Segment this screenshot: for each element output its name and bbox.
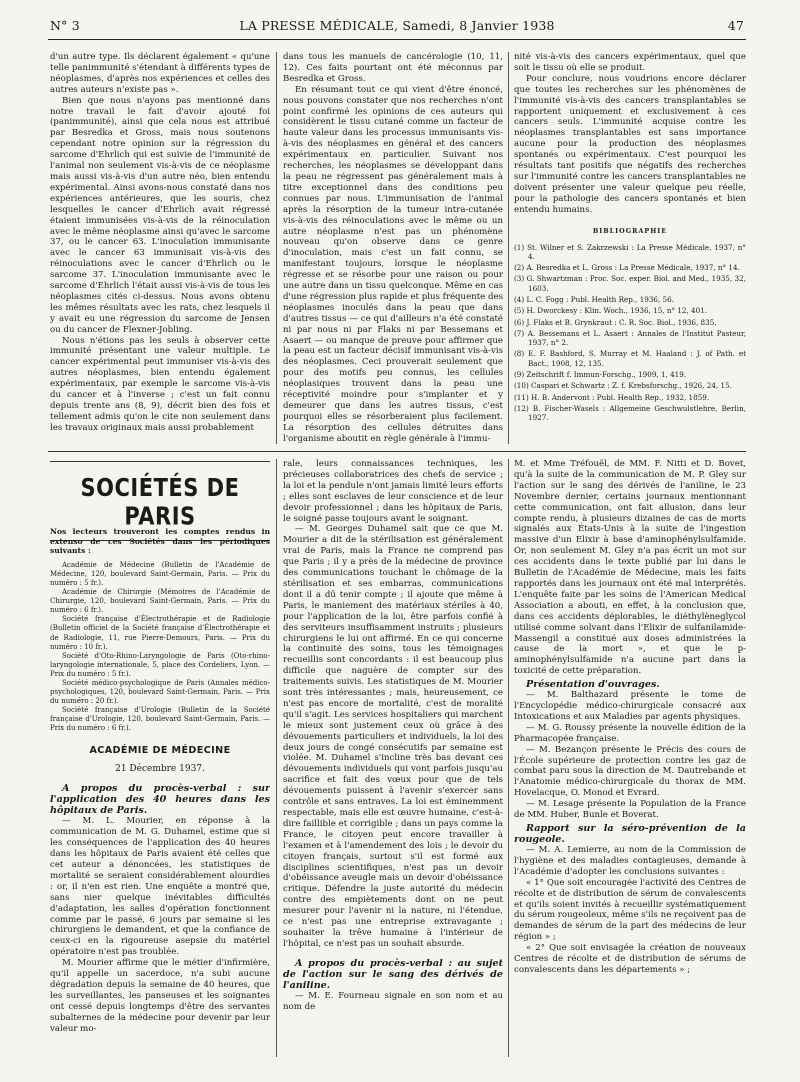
bibliography-item: (11) H. B. Andervont : Publ. Health Rep., 1932, 1859.: [514, 392, 710, 402]
column-rule: [276, 52, 277, 444]
paragraph: dans tous les manuels de cancérologie (10, 11, 12). Ces faits pourtant ont été méconnus par Besredka et Gross.: [283, 52, 503, 84]
academie-subhead: A propos du procès-verbal : sur l'application des 40 heures dans les hôpitaux de Paris.: [50, 783, 270, 817]
society-entry: Société médico-psychologique de Paris (Annales médico-psychologiques, 120, boulevard Saint-Germain, Paris. — Prix du numéro : 20 fr.).: [50, 679, 270, 706]
paragraph: — M. Georges Duhamel sait que ce que M. Mourier a dit de la stérilisation est généralement vrai de Paris, mais la France ne comprend pas que Paris ; il y a près de la médecine de province des communications touchant le chômage de la stérilisation et ses embarras, communications dont il a dû tenir compte ; il ajoute que même à Paris, le maniement des matériaux stériles à 40, pour l'application de la loi, être parfois confié à des serviteurs insuffisamment instruits ; plusieurs chirurgiens le lui ont affirmé. En ce qui concerne la continuité des soins, tous les témoignages recueillis sont concordants : il est beaucoup plus difficile que naguère de compter sur des traitements suivis. Les statistiques de M. Mourier sont très intéressantes ; mais, heureusement, ce n'est pas encore de mortalité, c'est de moralité qu'il s'agit. Les services hospitaliers qui marchent le mieux sont justement ceux où grâce à des dévouements particuliers et individuels, la loi des deux jours de congé consécutifs par semaine est violée. M. Duhamel s'incline très bas devant ces dévouements individuels qui vont parfois jusqu'au sacrifice et fait des vœux pour que de tels dévouements puissent à l'avenir s'exercer sans contrôle et sans entraves. La loi est éminemment respectable, mais elle est œuvre humaine, c'est-à-dire faillible et corrigible ; dans un pays comme la France, le citoyen peut encore travailler à l'examen et à l'amendement des lois ; le devoir du citoyen français, surtout s'il est formé aux disciplines scientifiques, n'est pas un devoir d'obéissance aveugle mais un devoir d'obéissance critique. Défendre la juste autorité du médecin contre des empiètements dont on ne peut mesurer pour l'avenir ni la nature, ni l'étendue, ce n'est pas une entreprise extravagante ; souhaiter la trêve humaine à l'intérieur de l'hôpital, ce n'est pas un souhait absurde.: [283, 524, 503, 949]
article-column-1: [50, 52, 270, 447]
bibliography-item: (6) J. Flaks et B. Grynkraut : C. R. Soc. Biol., 1936, 835.: [514, 317, 717, 327]
paragraph: Nous n'étions pas les seuls à observer cette immunité présentant une valeur multiple. Le cancer expérimental peut immuniser vis-à-vis des autres néoplasmes, bien entendu également expérimentaux, par exemple le sarcome vis-à-vis du cancer et à l'inverse ; c'est un fait connu depuis trente ans (8, 9), décrit bien des fois et tellement admis qu'on le cite non seulement dans les travaux originaux mais aussi probablement: [50, 335, 270, 433]
section-rule: [48, 451, 746, 452]
column-rule: [508, 52, 509, 444]
column-rule: [276, 459, 277, 1057]
society-entry: Académie de Médecine (Bulletin de l'Académie de Médecine, 120, boulevard Saint-Germain, Paris. — Prix du numéro : 5 fr.).: [50, 560, 270, 587]
aniline-subhead: A propos du procès-verbal : au sujet de l'action sur le sang des dérivés de l'aniline.: [283, 957, 503, 991]
paragraph: — M. A. Lemierre, au nom de la Commission de l'hygiène et des maladies contagieuses, demande à l'Académie d'adopter les conclusions suivantes :: [514, 845, 746, 877]
society-entry: Société d'Oto-Rhino-Laryngologie de Paris (Oto-rhino-laryngologie internationale, 5, place des Cordeliers, Lyon. — Prix du numéro : 5 fr.).: [50, 651, 270, 678]
paragraph: Bien que nous n'ayons pas mentionné dans notre travail le fait d'avoir ajouté foi (panimmunité), ainsi que cela nous est attribué par Besredka et Gross, mais nous soutenons cependant notre opinion sur la régression du sarcome d'Ehrlich qui est suivie de l'immunité de l'animal non seulement vis-à-vis de ce néoplasme mais aussi vis-à-vis d'un autre néo, bien entendu expérimental. Ainsi avons-nous constaté dans nos expériences antérieures, que les souris, chez lesquelles le cancer d'Ehrlich avait régressé étaient immunisées vis-à-vis de la réinoculation avec le même néoplasme ainsi qu'avec le sarcome 37, ou le cancer 63. L'inoculation immunisante avec le cancer 63 immunisait vis-à-vis des réinoculations avec le cancer d'Ehrlich ou le sarcome 37. L'inoculation immunisante avec le sarcome d'Ehrlich l'était aussi vis-à-vis de tous les néoplasmes cités ci-dessus. Nous avons obtenu les mêmes résultats avec les rats, chez lesquels il y avait eu une régression du sarcome de Jensen ou du cancer de Flexner-Jobling.: [50, 95, 270, 335]
bibliography-item: (1) St. Wilner et S. Zakrzewski : La Presse Médicale, 1937, n° 4.: [514, 242, 746, 261]
article-column-2: [283, 52, 503, 447]
bibliography-item: (12) B. Fischer-Wasels : Allgemeine Geschwulstlehre, Berlin, 1927.: [514, 403, 746, 423]
paragraph: — M. G. Roussy présente la nouvelle édition de la Pharmacopée française.: [514, 722, 746, 744]
bibliography-item: (7) A. Bessemans et L. Asaert : Annales de l'Institut Pasteur, 1937, n° 2.: [514, 328, 746, 348]
bibliography-title: BIBLIOGRAPHIE: [592, 226, 668, 235]
paragraph: « 1° Que soit encouragée l'activité des Centres de récolte et de distribution de sérum de convalescents et qu'ils soient invités à recueillir systématiquement du sérum rougeoleux, même s'ils ne reçoivent pas de demandes de sérum de la part des médecins de leur région » ;: [514, 877, 746, 943]
journal-title: LA PRESSE MÉDICALE, Samedi, 8 Janvier 1938: [239, 18, 555, 33]
paragraph: Pour conclure, nous voudrions encore déclarer que toutes les recherches sur les phénomènes de l'immunité vis-à-vis des cancers transplantables se rapportent uniquement et exclusivement à ces cancers seuls. L'immunité acquise contre les néoplasmes transplantables est sans importance aucune pour la production des néoplasmes spontanés ou expérimentaux. C'est pourquoi les résultats tant positifs que négatifs des recherches sur l'immunité contre les cancers transplantables ne doivent présenter une valeur quelque peu réelle, pour la pathologie des cancers spontanés et bien entendu humains.: [514, 73, 746, 215]
paragraph: En résumant tout ce qui vient d'être énoncé, nous pouvons constater que nos recherches n'ont point confirmé les opinions de ces auteurs qui considèrent le tissu cutané comme un facteur de haute valeur dans les processus immunisants vis-à-vis des néoplasmes en général et des cancers expérimentaux en particulier. Suivant nos recherches, les néoplasmes se développant dans la peau ne régressent pas généralement mais à titre exceptionnel dans des conditions peu connues par nous. L'immunisation de l'animal après la résorption de la tumeur intra-cutanée vis-à-vis des réinoculations avec le même ou un autre néoplasme n'est pas un phénomène nouveau qu'on observe dans ce genre d'inoculation, mais c'est un fait connu, se manifestant toujours, lorsque le néoplasme régresse et se résorbe pour une raison ou pour une autre dans un tissu quelconque. Même en cas d'une régression plus rapide et plus fréquente des néoplasmes inoculés dans la peau que dans d'autres tissus — ce qui d'ailleurs n'a été constaté ni par nous ni par Flaks ni par Bessemans et Asaert — ou manque de preuve pour affirmer que la peau est un facteur décisif immunisant vis-à-vis des néoplasmes. Ceci prouverait seulement que pour des motifs peu connus, les cellules néoplasiques trouvent dans la peau une réceptivité moindre pour s'implanter et y demeurer que dans les autres tissus, c'est pourquoi elles se résorberaient plus facilement. La résorption des cellules détruites dans l'organisme aboutit en règle générale à l'immu-: [283, 84, 503, 444]
rapport-title: Rapport sur la séro-prévention de la rougeole.: [514, 823, 746, 845]
societies-notice: Nos lecteurs trouveront les comptes rendus in extenso de ces Sociétés dans les périodiques suivants :: [50, 527, 270, 556]
paragraph: — M. Bezançon présente le Précis des cours de l'École supérieure de protection contre les gaz de combat paru sous la direction de M. Dautrebande et l'Anatomie médico-chirurgicale du thorax de MM. Hovelacque, O. Monod et Evrard.: [514, 744, 746, 799]
society-entry: Académie de Chirurgie (Mémoires de l'Académie de Chirurgie, 120, boulevard Saint-Germain, Paris. — Prix du numéro : 6 fr.).: [50, 588, 270, 615]
paragraph: M. Mourier affirme que le métier d'infirmière, qu'il appelle un sacerdoce, n'a subi aucune dégradation depuis la semaine de 40 heures, que les surveillantes, les panseuses et les soignantes ont cessé depuis longtemps d'être des servantes subalternes de la médecine pour devenir par leur valeur mo-: [50, 958, 270, 1034]
bibliography-item: (8) E. F. Bashford, S. Murray et M. Haaland : J. of Path. et Bact., 1908, 12, 135.: [514, 349, 746, 368]
presentations-title: Présentation d'ouvrages.: [526, 679, 660, 691]
bibliography-item: (4) L. C. Fogg : Publ. Health Rep., 1936, 56.: [514, 294, 674, 304]
bibliography-item: (5) H. Dworckesy : Klin. Woch., 1936, 15, n° 12, 401.: [514, 306, 708, 316]
society-entry: Société française d'Électrothérapie et de Radiologie (Bulletin officiel de la Société française d'Électrothérapie et de Radiologie, 11, rue Pierre-Demours, Paris. — Prix du numéro : 10 fr.).: [50, 615, 270, 651]
column-rule: [508, 459, 509, 1057]
heading-rule: [50, 461, 270, 462]
issue-number: N° 3: [50, 18, 80, 33]
paragraph: M. et Mme Tréfouël, de MM. F. Nitti et D. Bovet, qu'à la suite de la communication de M. P. Gley sur l'action sur le sang des dérivés de l'aniline, le 23 Novembre dernier, certains journaux mentionnant cette communication, ont fait allusion, dans leur compte rendu, à plusieurs dizaines de cas de morts signalés aux États-Unis à la suite de l'ingestion massive d'un Elixir à base d'aminophénylsulfamide. Or, non seulement M. Gley n'a pas écrit un mot sur ces accidents dans le texte publié par lui dans le Bulletin de l'Académie de Médecine, mais les faits rapportés dans les journaux ont été mal interprétés. L'enquête faite par les soins de l'American Medical Association a abouti, en effet, à la conclusion que, dans ces accidents déplorables, le diéthylèneglycol utilisé comme solvant dans l'Elixir de sulfanilamide-Massengil a constitué aux doses administrées la cause de la mort », et que le p-aminophénylsulfamide n'a aucune part dans la toxicité de cette préparation.: [514, 459, 746, 677]
paragraph: — M. E. Fourneau signale en son nom et au nom de: [283, 990, 503, 1012]
societies-heading: SOCIÉTÉS DE PARIS: [80, 473, 240, 531]
paragraph: — M. Lesage présente la Population de la France de MM. Huber, Bunle et Boverat.: [514, 799, 746, 821]
academie-column-2: [283, 459, 503, 1059]
society-entry: Société française d'Urologie (Bulletin de la Société française d'Urologie, 120, boulevard Saint-Germain, Paris. — Prix du numéro : 6 fr.).: [50, 706, 270, 733]
paragraph: nité vis-à-vis des cancers expérimentaux, quel que soit le tissu où elle se produit.: [514, 52, 746, 73]
session-date: 21 Décembre 1937.: [115, 764, 205, 775]
page-header: [50, 18, 744, 36]
paragraph: — M. L. Mourier, en réponse à la communication de M. G. Duhamel, estime que si les conséquences de l'application des 40 heures dans les hôpitaux de Paris avaient été celles que cet auteur a dénoncées, les statistiques de mortalité se seraient considérablement alourdies : or, il n'en est rien. Une enquête a montré que, sans nier quelque inévitables difficultés d'adaptation, les salles d'opération fonctionnent comme par le passé, 6 jours par semaine si les chirurgiens le demandent, et que la confiance de ceux-ci en la rigoureuse asepsie du matériel opératoire n'est pas troublée.: [50, 816, 270, 958]
paragraph: — M. Balthazard présente le tome de l'Encyclopédie médico-chirurgicale consacré aux Intoxications et aux Maladies par agents physiques.: [514, 690, 746, 722]
bibliography-item: (10) Caspari et Schwartz : Z. f. Krebsforschg., 1926, 24, 15.: [514, 381, 732, 391]
article-column-3: [514, 52, 746, 447]
header-rule: [48, 39, 746, 40]
academie-column-3: [514, 459, 746, 1059]
bibliography-list: [514, 243, 746, 423]
paragraph: d'un autre type. Ils déclarent également « qu'une telle panimmunité s'étendant à différents types de néoplasmes, d'après nos expériences et celles des autres auteurs n'existe pas ».: [50, 52, 270, 95]
societies-column-1: [50, 527, 270, 1057]
bibliography-item: (3) G. Shwartzman : Proc. Soc. exper. Biol. and Med., 1935, 32, 1603.: [514, 274, 746, 293]
page-number: 47: [727, 18, 744, 33]
paragraph: « 2° Que soit envisagée la création de nouveaux Centres de récolte et de distribution de sérums de convalescents dans les départements » ;: [514, 943, 746, 975]
paragraph: rale, leurs connaissances techniques, les précieuses collaboratrices des chefs de service ; la loi et la pendule n'ont jamais limité leurs efforts ; elles sont esclaves de leur conscience et de leur devoir professionnel ; dans les hôpitaux de Paris, le soigné passe toujours avant le soignant.: [283, 459, 503, 524]
bibliography-item: (9) Zeitschrift f. Immun-Forschg., 1909, 1, 419.: [514, 370, 687, 380]
bibliography-item: (2) A. Besredka et L. Gross : La Presse Médicale, 1937, n° 14.: [514, 263, 740, 273]
academie-heading: ACADÉMIE DE MÉDECINE: [89, 744, 231, 756]
